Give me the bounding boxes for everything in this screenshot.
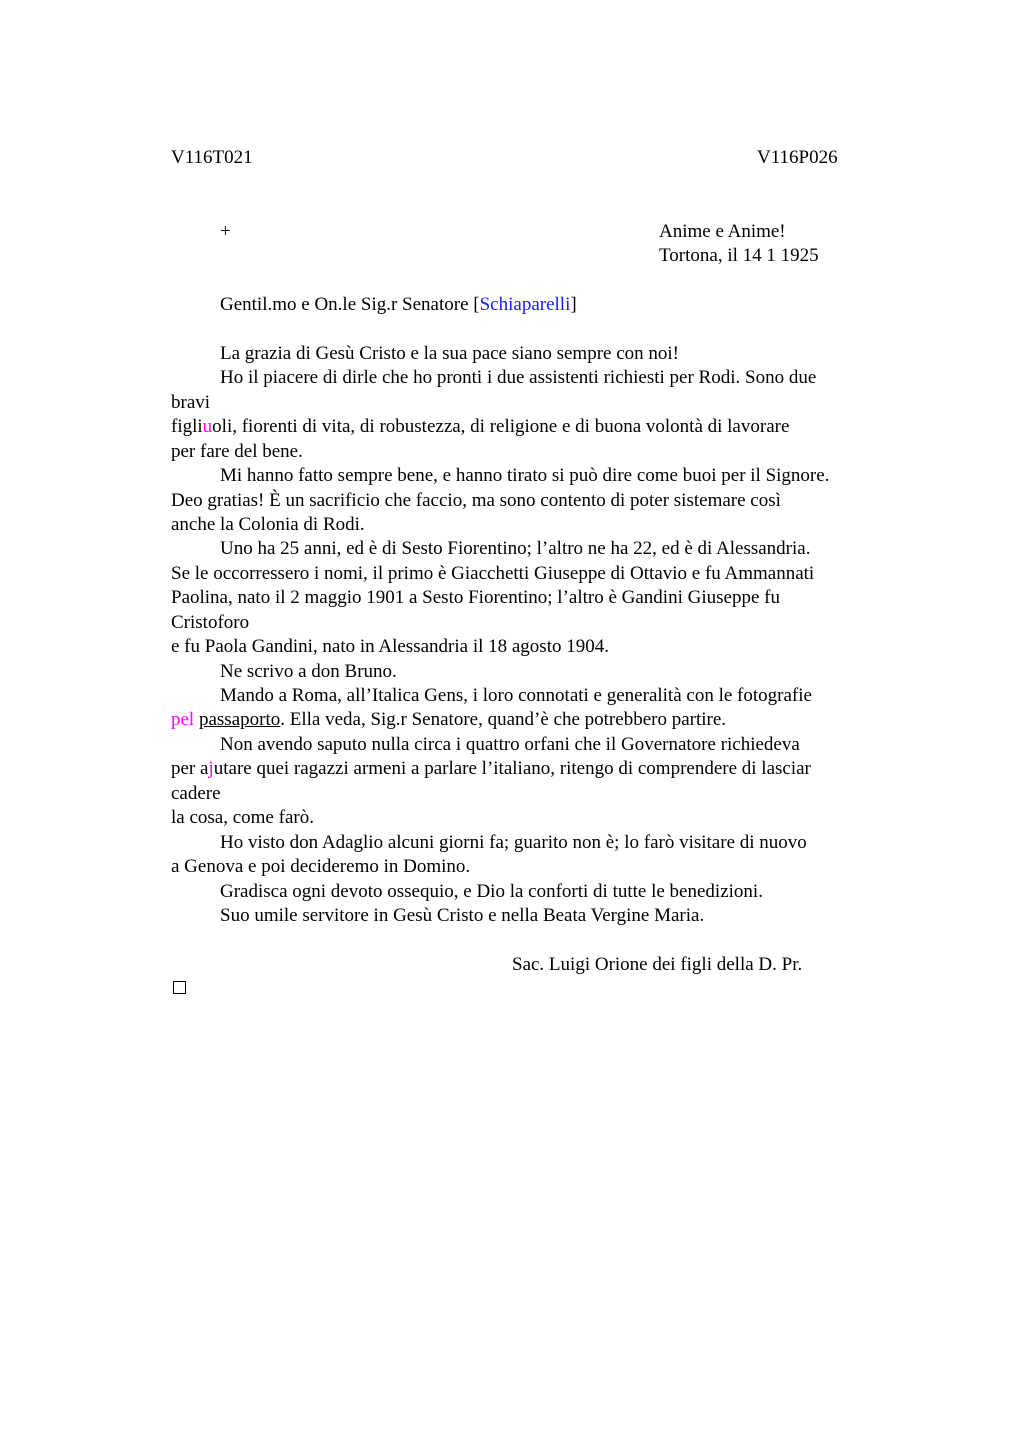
- body-line: La grazia di Gesù Cristo e la sua pace siano sempre con noi!: [220, 343, 680, 364]
- signature: Sac. Luigi Orione dei figli della D. Pr.: [512, 954, 803, 975]
- body-line: Uno ha 25 anni, ed è di Sesto Fiorentino; l’altro ne ha 22, ed è di Alessandria.: [220, 538, 811, 559]
- body-line: bravi: [171, 392, 211, 413]
- salutation: [220, 293, 577, 317]
- correction-mark: j: [208, 758, 214, 779]
- document-code-left: V116T021: [171, 147, 253, 168]
- body-line: Gradisca ogni devoto ossequio, e Dio la conforti di tutte le benedizioni.: [220, 881, 763, 902]
- body-line: Suo umile servitore in Gesù Cristo e nella Beata Vergine Maria.: [220, 905, 705, 926]
- body-line: Mi hanno fatto sempre bene, e hanno tirato si può dire come buoi per il Signore.: [220, 465, 830, 486]
- correction-mark: u: [202, 416, 213, 437]
- body-text: oli, fiorenti di vita, di robustezza, di religione e di buona volontà di lavorare: [212, 416, 790, 437]
- body-text: utare quei ragazzi armeni a parlare l’italiano, ritengo di comprendere di lasciar: [213, 758, 811, 779]
- body-text: figli: [171, 416, 203, 437]
- place-date: Tortona, il 14 1 1925: [659, 245, 819, 266]
- underlined-word: passaporto: [198, 709, 281, 730]
- body-line: Non avendo saputo nulla circa i quattro orfani che il Governatore richiedeva: [220, 734, 800, 755]
- body-line: Ho il piacere di dirle che ho pronti i due assistenti richiesti per Rodi. Sono due: [220, 367, 817, 388]
- body-line: Cristoforo: [171, 612, 250, 633]
- body-text: per a: [171, 758, 209, 779]
- document-code-right: V116P026: [757, 147, 838, 168]
- body-line: a Genova e poi decideremo in Domino.: [171, 856, 471, 877]
- body-line: cadere: [171, 783, 221, 804]
- body-line: anche la Colonia di Rodi.: [171, 514, 365, 535]
- body-line: Deo gratias! È un sacrificio che faccio, ma sono contento di poter sistemare così: [171, 490, 781, 511]
- body-line: Mando a Roma, all’Italica Gens, i loro connotati e generalità con le fotografie: [220, 685, 812, 706]
- body-line: Ho visto don Adaglio alcuni giorni fa; guarito non è; lo farò visitare di nuovo: [220, 832, 807, 853]
- body-line: Paolina, nato il 2 maggio 1901 a Sesto Fiorentino; l’altro è Gandini Giuseppe fu: [171, 587, 780, 608]
- body-line: [171, 757, 811, 781]
- body-line: Ne scrivo a don Bruno.: [220, 661, 397, 682]
- cross-symbol: +: [220, 221, 231, 242]
- body-line: e fu Paola Gandini, nato in Alessandria il 18 agosto 1904.: [171, 636, 609, 657]
- salutation-name: Schiaparelli: [479, 294, 571, 315]
- correction-mark: pel: [171, 709, 195, 730]
- body-line: [171, 415, 789, 439]
- body-text: . Ella veda, Sig.r Senatore, quand’è che potrebbero partire.: [280, 709, 727, 730]
- body-line: la cosa, come farò.: [171, 807, 314, 828]
- motto: Anime e Anime!: [659, 221, 786, 242]
- body-line: Se le occorressero i nomi, il primo è Giacchetti Giuseppe di Ottavio e fu Ammannati: [171, 563, 815, 584]
- end-box-icon: [173, 981, 186, 994]
- body-line: [171, 708, 726, 732]
- salutation-prefix: Gentil.mo e On.le Sig.r Senatore [: [220, 294, 480, 315]
- body-line: per fare del bene.: [171, 441, 303, 462]
- salutation-suffix: ]: [570, 294, 577, 315]
